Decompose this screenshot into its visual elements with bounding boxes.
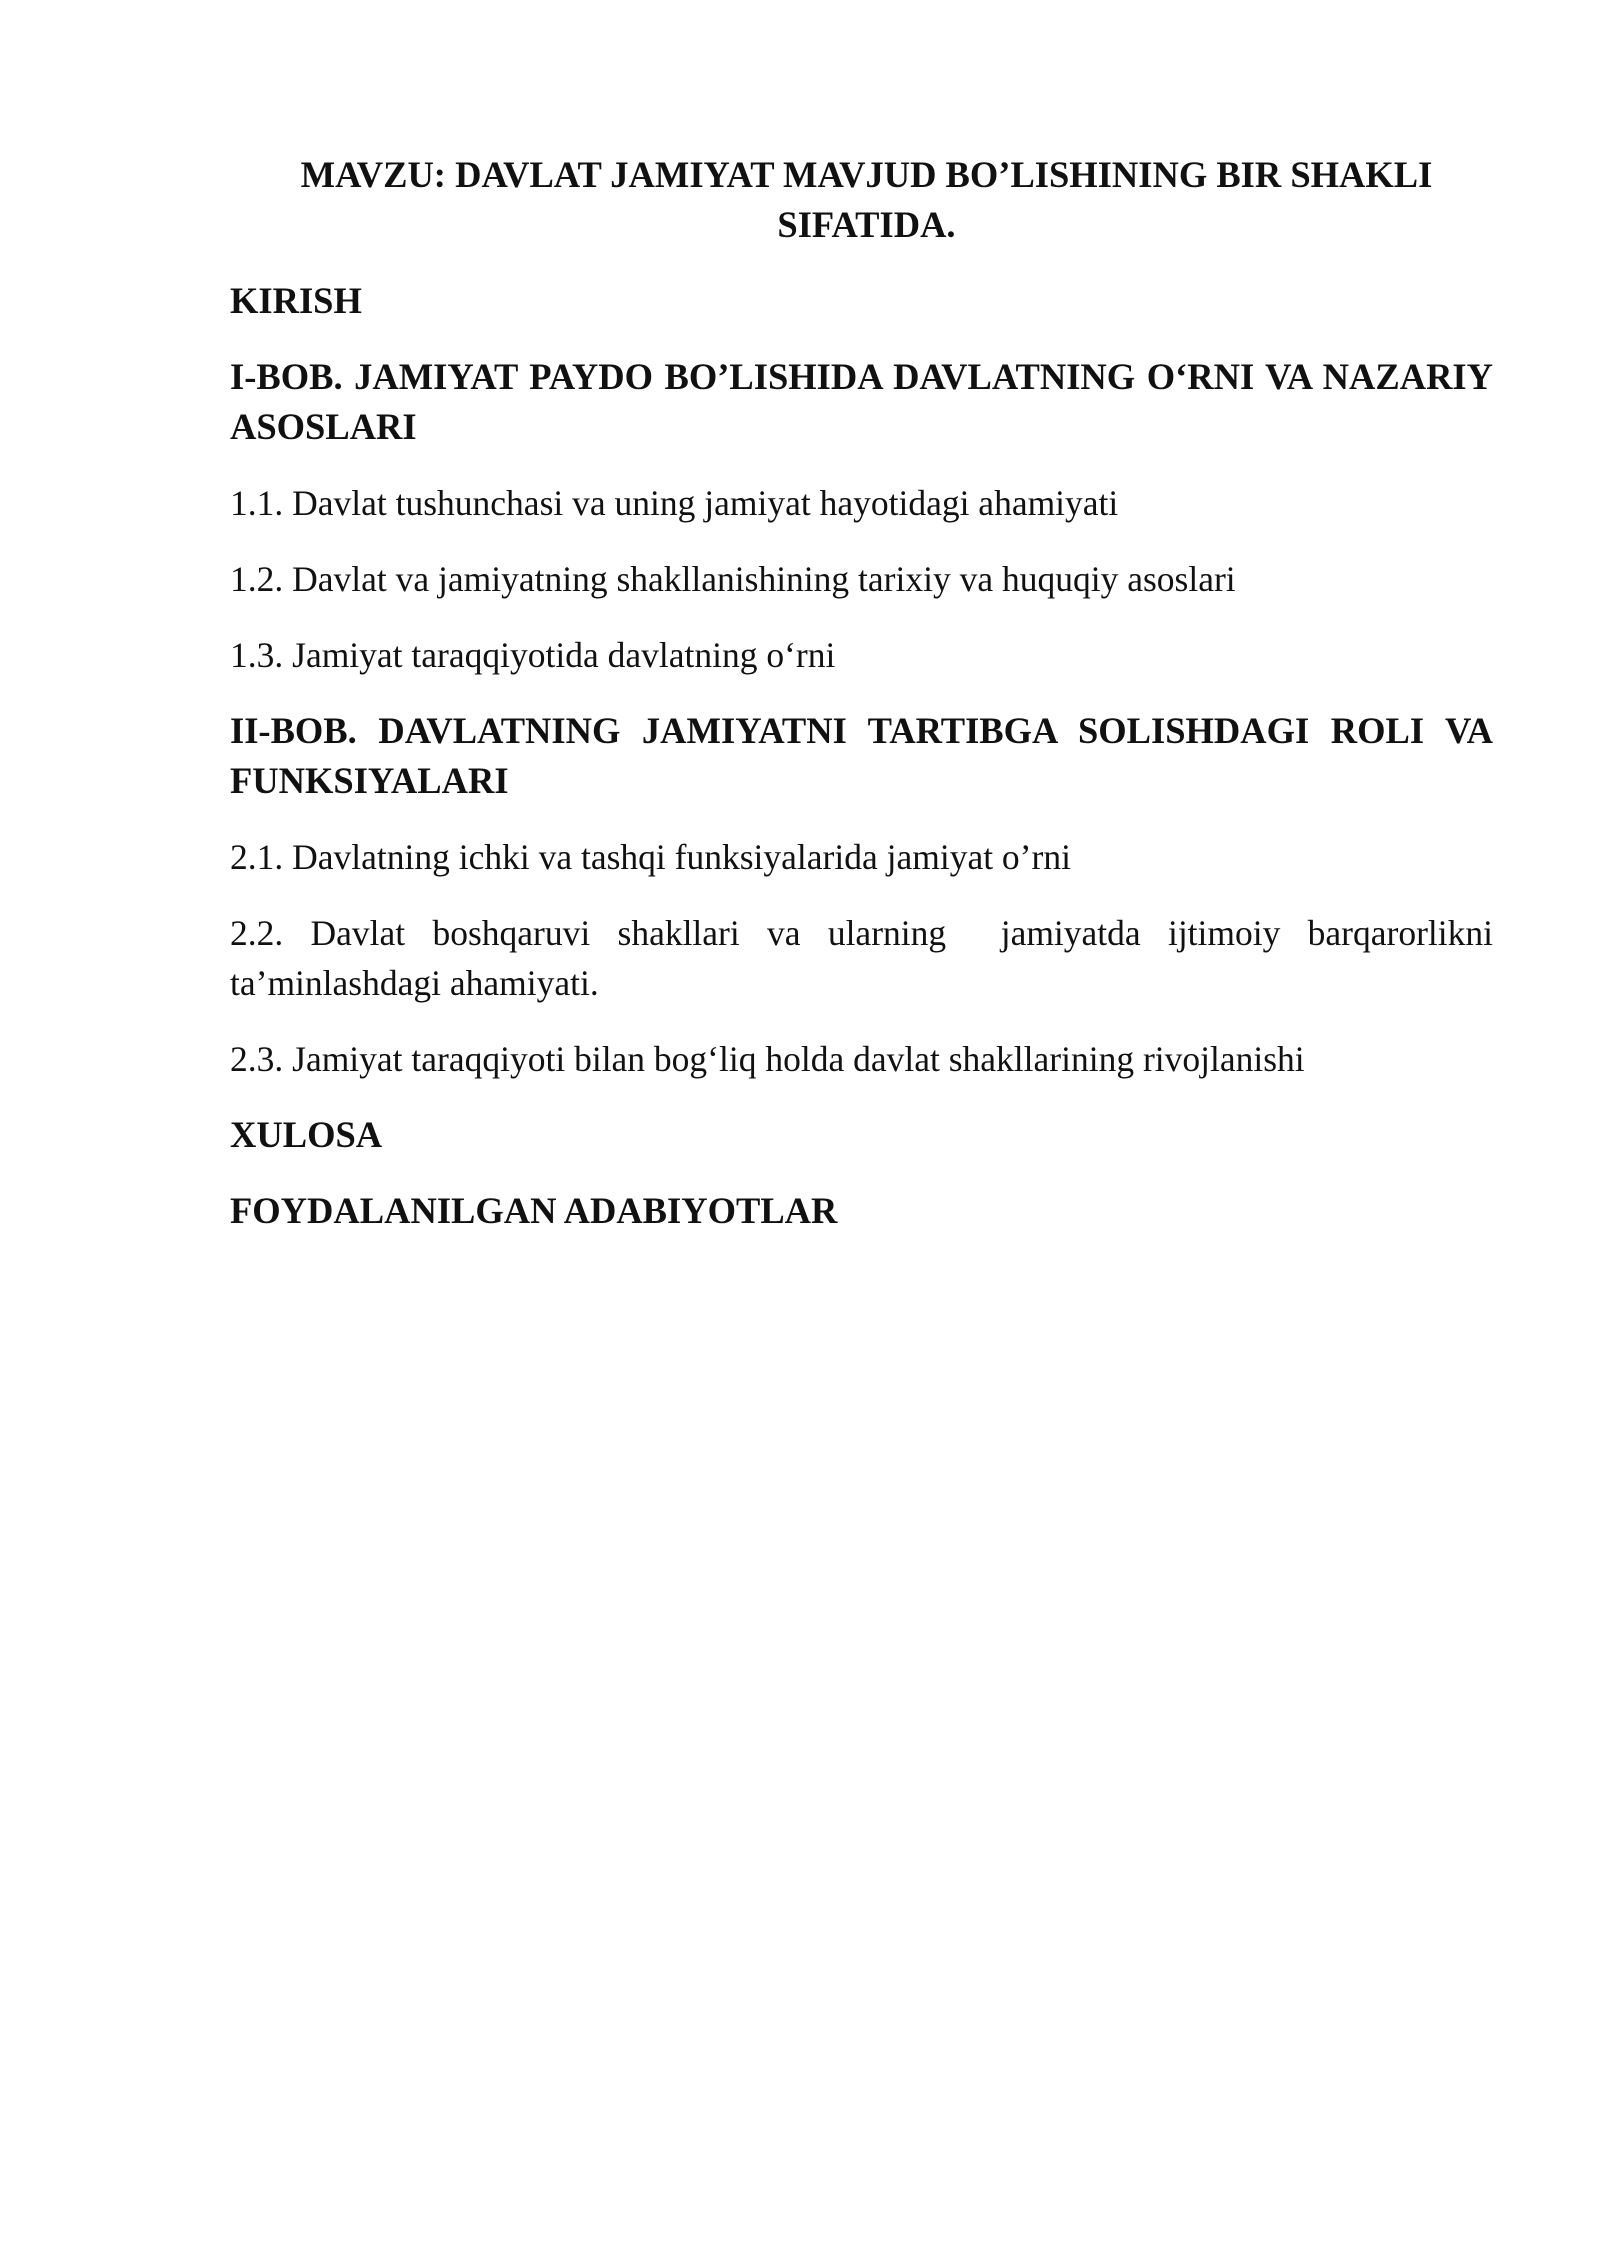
section-2-2: 2.2. Davlat boshqaruvi shakllari va ularning jamiyatda ijtimoiy barqarorlikni ta’minlashdagi ahamiyati. <box>230 913 1502 1003</box>
intro-heading: KIRISH <box>230 280 362 321</box>
document-page <box>230 150 1502 1262</box>
section-2-3: 2.3. Jamiyat taraqqiyoti bilan bog‘liq holda davlat shakllarining rivojlanishi <box>230 1039 1305 1079</box>
section-1-2: 1.2. Davlat va jamiyatning shakllanishining tarixiy va huquqiy asoslari <box>230 559 1236 599</box>
document-title: MAVZU: DAVLAT JAMIYAT MAVJUD BO’LISHINING BIR SHAKLI SIFATIDA. <box>300 154 1433 245</box>
chapter2-heading: II-BOB. DAVLATNING JAMIYATNI TARTIBGA SOLISHDAGI ROLI VA FUNKSIYALARI <box>230 710 1493 801</box>
chapter1-heading: I-BOB. JAMIYAT PAYDO BO’LISHIDA DAVLATNING O‘RNI VA NAZARIY ASOSLARI <box>230 356 1493 447</box>
section-1-3: 1.3. Jamiyat taraqqiyotida davlatning o‘rni <box>230 635 836 675</box>
section-2-1: 2.1. Davlatning ichki va tashqi funksiyalarida jamiyat o’rni <box>230 837 1071 877</box>
references-heading: FOYDALANILGAN ADABIYOTLAR <box>230 1190 838 1231</box>
section-1-1: 1.1. Davlat tushunchasi va uning jamiyat hayotidagi ahamiyati <box>230 483 1119 523</box>
conclusion-heading: XULOSA <box>230 1114 383 1155</box>
